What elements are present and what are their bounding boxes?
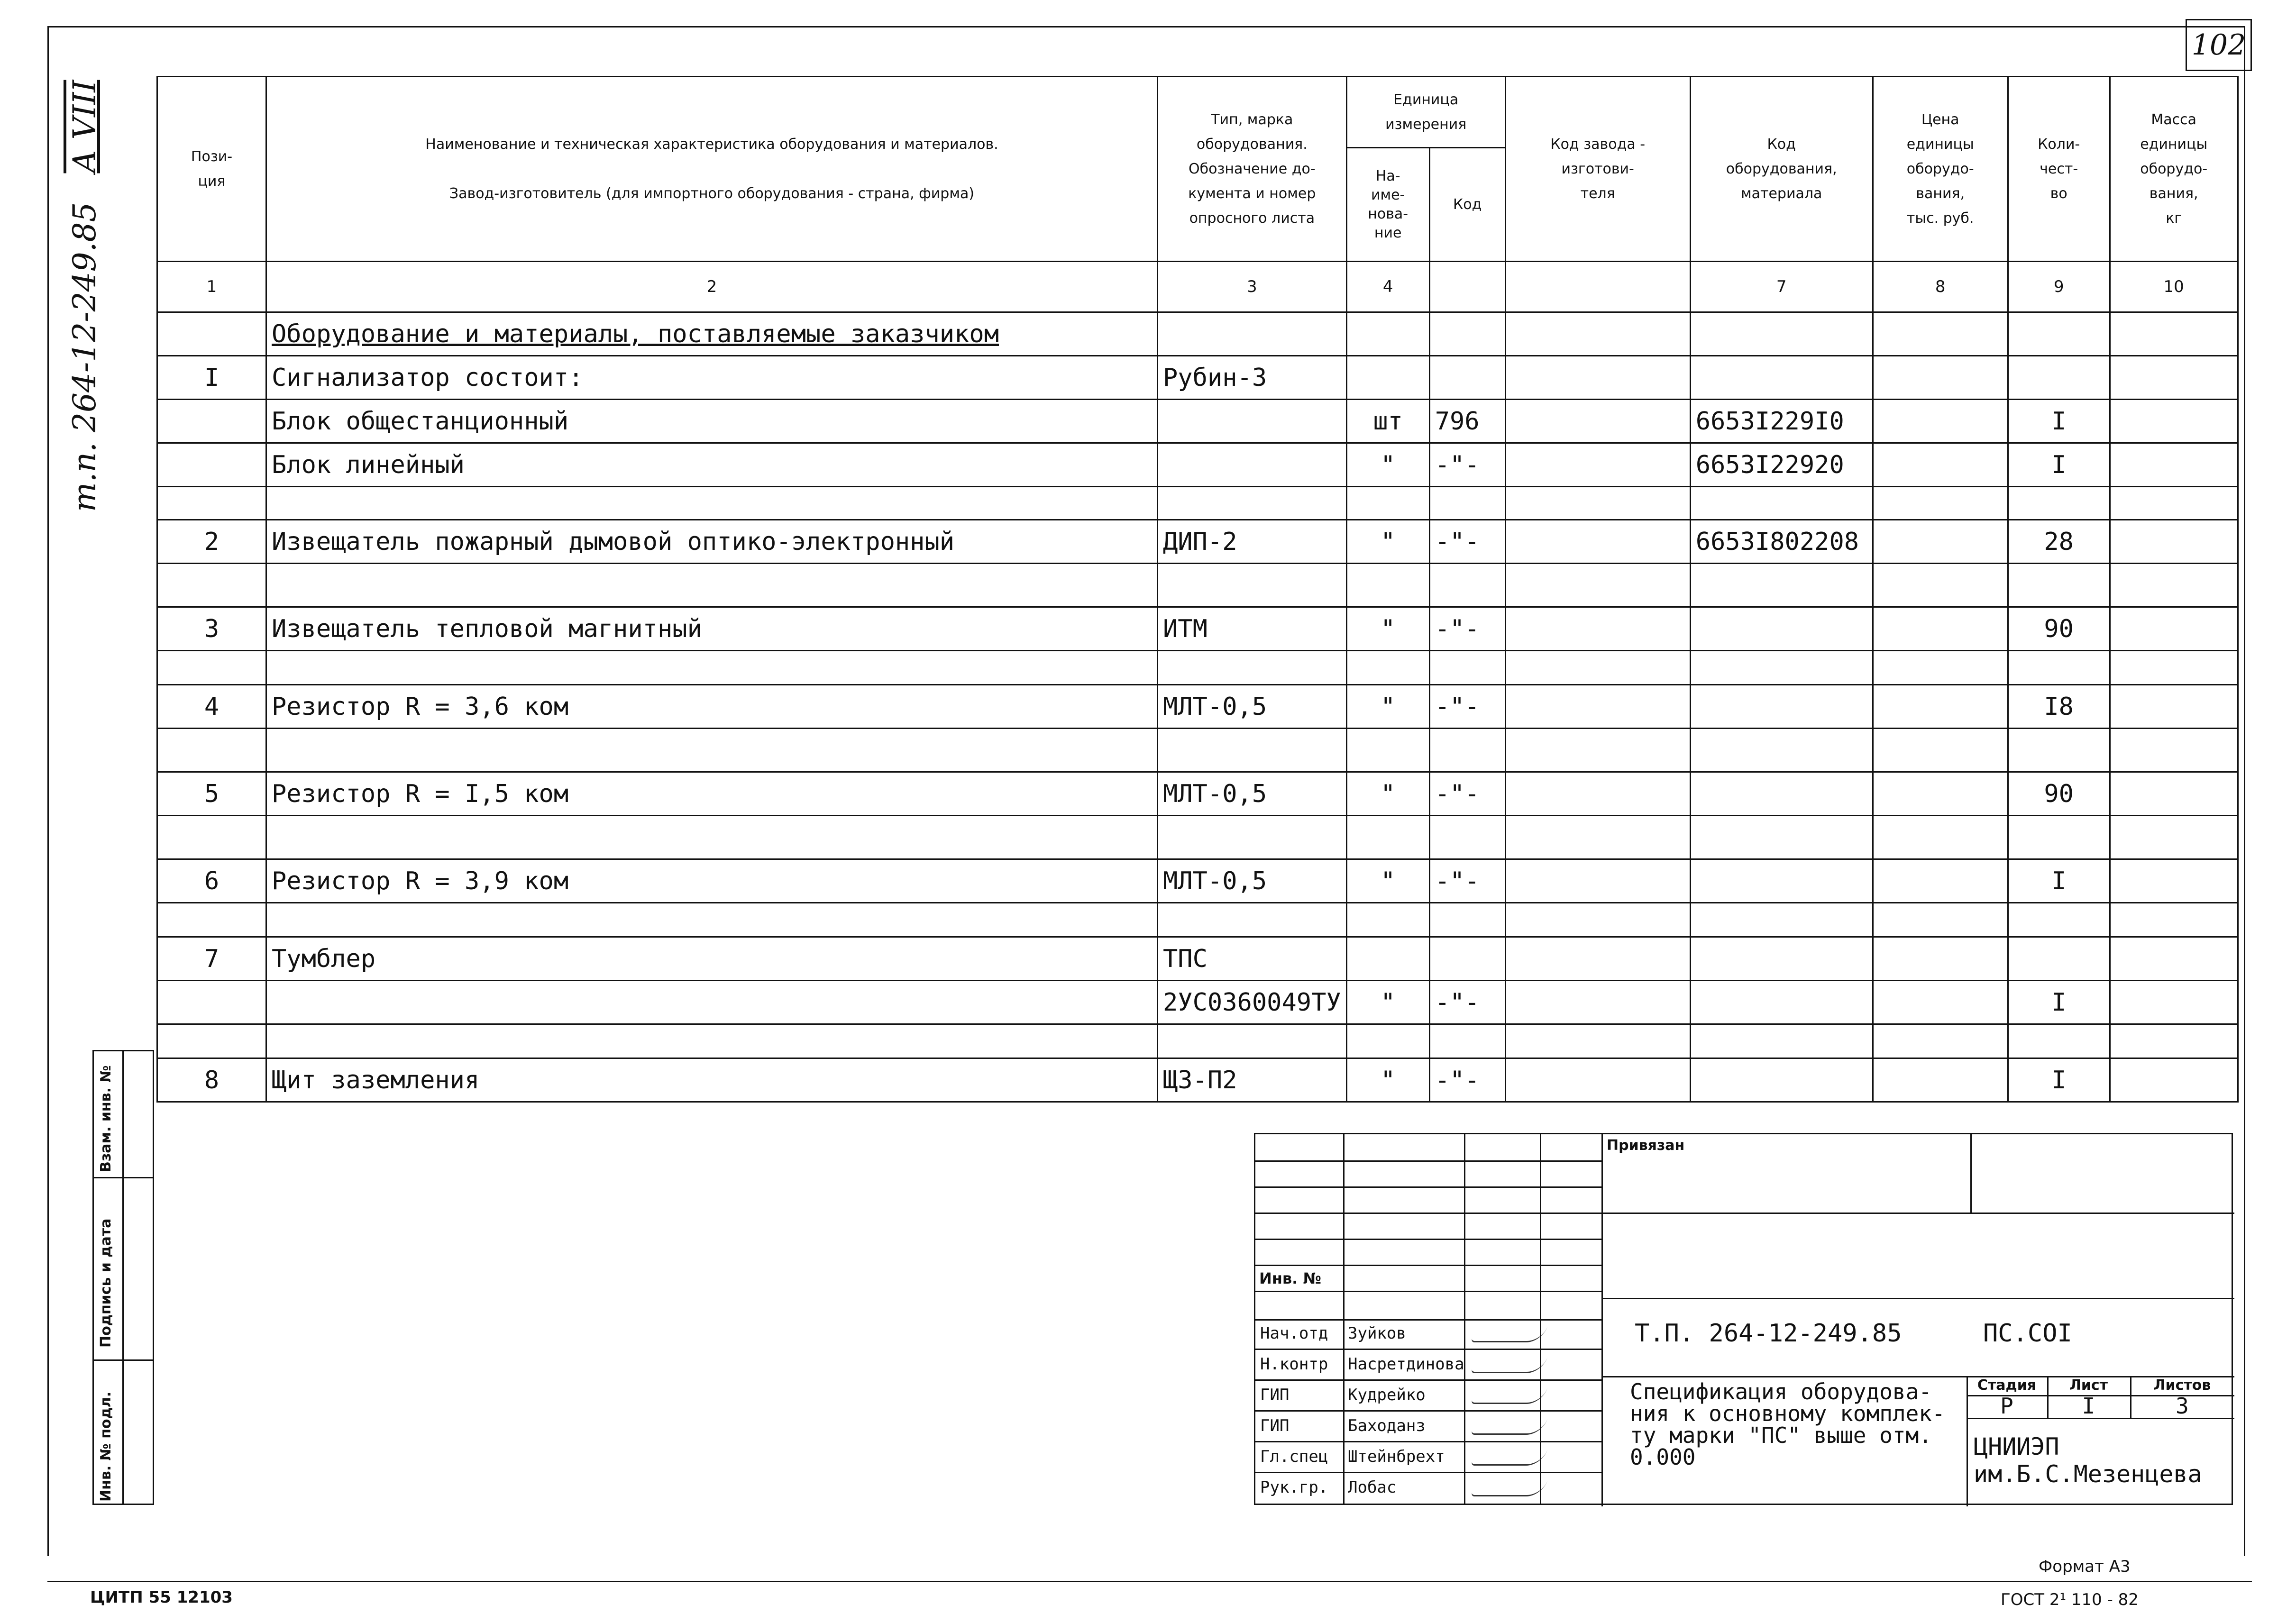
cell-mass [2110,607,2238,651]
cell-qty: I [2008,443,2110,487]
cell-name: Щит заземления [266,1058,1158,1102]
col-header-price: Цена единицы оборудо- вания, тыс. руб. [1873,77,2008,262]
page-number: 102 [2191,28,2246,62]
cell-pos: 2 [157,520,266,564]
signatories [1255,1319,1601,1506]
col-header-mass: Масса единицы оборудо- вания, кг [2110,77,2238,262]
cell-code [1690,651,1873,685]
cell-code [1690,816,1873,859]
table-row [157,400,2238,443]
revision-grid [1255,1134,1601,1319]
cell-mass [2110,981,2238,1024]
table-row [157,903,2238,937]
signature-mark [1471,1481,1547,1496]
project-ref-spine [66,80,103,512]
table-row [157,356,2238,400]
cell-type [1158,1024,1347,1058]
column-number [1429,262,1505,312]
vzam-label: Взам. инв. № [98,1065,114,1172]
column-number: 2 [266,262,1158,312]
cell-pos [157,564,266,607]
table-row [157,1024,2238,1058]
cell-name: Оборудование и материалы, поставляемые заказчиком [266,312,1158,356]
cell-name [266,651,1158,685]
cell-unit: " [1346,1058,1429,1102]
cell-ucode: -"- [1429,1058,1505,1102]
cell-type [1158,443,1347,487]
signatory-role: ГИП [1260,1416,1290,1435]
cell-unit [1346,356,1429,400]
cell-type: ИТМ [1158,607,1347,651]
cell-pos [157,487,266,520]
cell-code [1690,903,1873,937]
cell-code [1690,312,1873,356]
cell-type: ТПС [1158,937,1347,981]
cell-unit: " [1346,685,1429,729]
cell-price [1873,312,2008,356]
table-row [157,607,2238,651]
designation: Т.П. 264-12-249.85 [1635,1319,1902,1348]
cell-ucode [1429,651,1505,685]
cell-price [1873,520,2008,564]
cell-code [1690,685,1873,729]
cell-unit: " [1346,772,1429,816]
cell-pos [157,729,266,772]
cell-factory [1505,1024,1690,1058]
cell-mass [2110,903,2238,937]
cell-mass [2110,487,2238,520]
cell-factory [1505,400,1690,443]
cell-code [1690,981,1873,1024]
cell-price [1873,400,2008,443]
cell-unit [1346,312,1429,356]
inv-no-label: Инв. № [1259,1269,1321,1287]
cell-type [1158,312,1347,356]
cell-type [1158,903,1347,937]
cell-code: 6653I229I0 [1690,400,1873,443]
column-number: 1 [157,262,266,312]
signatory-name: Штейнбрехт [1348,1447,1445,1466]
cell-type [1158,564,1347,607]
sheets-value: 3 [2176,1393,2189,1419]
cell-pos [157,1024,266,1058]
sheet-label: Лист [2069,1377,2108,1394]
signatory-row [1255,1412,1601,1442]
print-code: ЦИТП 55 12103 [90,1588,233,1607]
cell-type: МЛТ-0,5 [1158,859,1347,903]
table-row [157,520,2238,564]
cell-qty [2008,1024,2110,1058]
stage-label: Стадия [1977,1377,2037,1394]
cell-factory [1505,607,1690,651]
cell-price [1873,903,2008,937]
cell-qty: I [2008,859,2110,903]
cell-ucode [1429,903,1505,937]
cell-price [1873,443,2008,487]
cell-unit [1346,729,1429,772]
cell-qty: I8 [2008,685,2110,729]
cell-mass [2110,729,2238,772]
cell-ucode: -"- [1429,772,1505,816]
cell-mass [2110,685,2238,729]
cell-ucode [1429,312,1505,356]
cell-factory [1505,564,1690,607]
organization: ЦНИИЭП им.Б.С.Мезенцева [1974,1433,2202,1488]
cell-name [266,564,1158,607]
column-number: 3 [1158,262,1347,312]
cell-code [1690,1058,1873,1102]
cell-ucode [1429,729,1505,772]
cell-factory [1505,312,1690,356]
cell-name: Извещатель тепловой магнитный [266,607,1158,651]
signatory-role: ГИП [1260,1386,1290,1404]
cell-qty [2008,729,2110,772]
cell-code: 6653I802208 [1690,520,1873,564]
cell-ucode: 796 [1429,400,1505,443]
bottom-frame-line [47,1581,2252,1582]
col-header-type: Тип, марка оборудования. Обозначение до- кумента и номер опросного листа [1158,77,1347,262]
table-row [157,816,2238,859]
album-ref: А VIII [66,80,103,173]
cell-factory [1505,903,1690,937]
column-number: 7 [1690,262,1873,312]
cell-name: Резистор R = I,5 ком [266,772,1158,816]
cell-unit: " [1346,520,1429,564]
signatory-row [1255,1381,1601,1412]
cell-qty [2008,564,2110,607]
cell-code [1690,729,1873,772]
cell-qty [2008,312,2110,356]
cell-factory [1505,356,1690,400]
cell-qty: I [2008,1058,2110,1102]
cell-code [1690,487,1873,520]
table-row [157,651,2238,685]
signatory-name: Кудрейко [1348,1386,1426,1404]
cell-price [1873,487,2008,520]
cell-price [1873,651,2008,685]
cell-code: 6653I22920 [1690,443,1873,487]
cell-price [1873,816,2008,859]
cell-factory [1505,772,1690,816]
signatory-role: Рук.гр. [1260,1478,1328,1497]
cell-code [1690,859,1873,903]
cell-mass [2110,564,2238,607]
cell-mass [2110,1024,2238,1058]
cell-factory [1505,859,1690,903]
title-block [1254,1133,2233,1505]
cell-pos [157,443,266,487]
column-number: 8 [1873,262,2008,312]
cell-type: ДИП-2 [1158,520,1347,564]
col-header-unit-name: На- име- нова- ние [1346,148,1429,262]
cell-factory [1505,1058,1690,1102]
format-label: Формат А3 [2039,1557,2131,1576]
signatory-name: Лобас [1348,1478,1397,1497]
signatory-row [1255,1442,1601,1473]
cell-mass [2110,859,2238,903]
spec-table [156,76,2239,1103]
column-number: 10 [2110,262,2238,312]
cell-factory [1505,487,1690,520]
cell-ucode: -"- [1429,520,1505,564]
cell-ucode: -"- [1429,607,1505,651]
table-row [157,312,2238,356]
cell-price [1873,937,2008,981]
signatory-row [1255,1350,1601,1381]
cell-name: Блок линейный [266,443,1158,487]
signature-mark [1471,1358,1547,1373]
cell-price [1873,981,2008,1024]
cell-factory [1505,685,1690,729]
spec-title: Спецификация оборудова- ния к основному комплек- ту марки "ПС" выше отм. 0.000 [1630,1379,1945,1470]
cell-name: Блок общестанционный [266,400,1158,443]
cell-pos [157,981,266,1024]
signatory-row [1255,1473,1601,1504]
cell-factory [1505,520,1690,564]
cell-price [1873,356,2008,400]
signatory-row [1255,1319,1601,1350]
cell-qty [2008,937,2110,981]
cell-mass [2110,356,2238,400]
cell-type: ЩЗ-П2 [1158,1058,1347,1102]
cell-price [1873,1024,2008,1058]
cell-code [1690,607,1873,651]
cell-code [1690,356,1873,400]
cell-pos: 7 [157,937,266,981]
cell-mass [2110,816,2238,859]
cell-ucode [1429,564,1505,607]
cell-ucode [1429,937,1505,981]
cell-name: Резистор R = 3,9 ком [266,859,1158,903]
cell-mass [2110,651,2238,685]
cell-unit: " [1346,859,1429,903]
sheets-label: Листов [2153,1377,2211,1394]
table-row [157,487,2238,520]
cell-mass [2110,312,2238,356]
column-number: 4 [1346,262,1429,312]
col-header-factory-code: Код завода - изготови- теля [1505,77,1690,262]
col-header-name: Наименование и техническая характеристика оборудования и материалов. Завод-изготовитель (для импортного оборудования - страна, фирма) [266,77,1158,262]
cell-type: МЛТ-0,5 [1158,685,1347,729]
column-number: 9 [2008,262,2110,312]
cell-unit [1346,816,1429,859]
cell-name [266,487,1158,520]
table-row [157,729,2238,772]
cell-code [1690,1024,1873,1058]
table-row [157,685,2238,729]
signature-mark [1471,1419,1547,1435]
privyazan-label: Привязан [1607,1137,1685,1154]
cell-name: Резистор R = 3,6 ком [266,685,1158,729]
cell-type [1158,729,1347,772]
cell-unit [1346,651,1429,685]
cell-mass [2110,772,2238,816]
cell-code [1690,564,1873,607]
cell-qty: I [2008,981,2110,1024]
sign-date-label: Подпись и дата [98,1218,114,1348]
table-row [157,859,2238,903]
cell-factory [1505,651,1690,685]
cell-qty: 90 [2008,607,2110,651]
cell-type: Рубин-3 [1158,356,1347,400]
table-row [157,772,2238,816]
cell-ucode [1429,356,1505,400]
cell-qty [2008,816,2110,859]
cell-price [1873,729,2008,772]
doc-code: ПС.СОI [1983,1319,2072,1348]
gost-label: ГОСТ 2¹ 110 - 82 [2001,1590,2139,1609]
signatory-name: Зуйков [1348,1324,1406,1343]
cell-mass [2110,520,2238,564]
side-stamp [92,1050,154,1505]
signatory-role: Н.контр [1260,1355,1328,1374]
cell-qty [2008,487,2110,520]
cell-name [266,816,1158,859]
table-row [157,443,2238,487]
cell-mass [2110,1058,2238,1102]
cell-qty [2008,651,2110,685]
signatory-role: Гл.спец [1260,1447,1328,1466]
cell-price [1873,1058,2008,1102]
cell-price [1873,564,2008,607]
cell-unit [1346,564,1429,607]
cell-unit [1346,903,1429,937]
cell-factory [1505,729,1690,772]
cell-unit [1346,487,1429,520]
cell-mass [2110,937,2238,981]
cell-factory [1505,937,1690,981]
col-header-quantity: Коли- чест- во [2008,77,2110,262]
col-header-unit: Единица измерения [1346,77,1505,148]
cell-pos [157,903,266,937]
col-header-unit-code: Код [1429,148,1505,262]
signatory-name: Баходанз [1348,1416,1426,1435]
cell-factory [1505,443,1690,487]
cell-type [1158,400,1347,443]
signature-mark [1471,1327,1547,1342]
cell-factory [1505,816,1690,859]
cell-pos [157,816,266,859]
cell-price [1873,685,2008,729]
cell-name: Тумблер [266,937,1158,981]
signatory-role: Нач.отд [1260,1324,1328,1343]
cell-mass [2110,443,2238,487]
cell-qty: 28 [2008,520,2110,564]
cell-factory [1505,981,1690,1024]
cell-name [266,981,1158,1024]
cell-price [1873,607,2008,651]
col-header-position: Пози- ция [157,77,266,262]
cell-qty [2008,903,2110,937]
cell-unit [1346,937,1429,981]
cell-unit: " [1346,607,1429,651]
signature-mark [1471,1450,1547,1466]
cell-qty: I [2008,400,2110,443]
cell-name [266,903,1158,937]
cell-code [1690,937,1873,981]
cell-type [1158,816,1347,859]
cell-unit: " [1346,443,1429,487]
page-number-box [2186,19,2252,71]
signature-mark [1471,1388,1547,1404]
cell-ucode: -"- [1429,685,1505,729]
table-row [157,564,2238,607]
cell-name [266,1024,1158,1058]
signatory-name: Насретдинова [1348,1355,1464,1374]
cell-type [1158,487,1347,520]
cell-ucode: -"- [1429,859,1505,903]
cell-pos: 6 [157,859,266,903]
project-ref: т.п. 264-12-249.85 [66,202,103,512]
cell-unit: шт [1346,400,1429,443]
cell-unit [1346,1024,1429,1058]
cell-pos: I [157,356,266,400]
cell-ucode: -"- [1429,981,1505,1024]
cell-ucode [1429,1024,1505,1058]
cell-price [1873,859,2008,903]
column-number [1505,262,1690,312]
cell-code [1690,772,1873,816]
cell-pos: 4 [157,685,266,729]
cell-type: МЛТ-0,5 [1158,772,1347,816]
table-row [157,1058,2238,1102]
cell-name: Сигнализатор состоит: [266,356,1158,400]
cell-ucode: -"- [1429,443,1505,487]
cell-qty [2008,356,2110,400]
cell-name: Извещатель пожарный дымовой оптико-электронный [266,520,1158,564]
cell-ucode [1429,487,1505,520]
inv-podl-label: Инв. № подл. [98,1391,114,1502]
cell-pos: 5 [157,772,266,816]
cell-qty: 90 [2008,772,2110,816]
cell-unit: " [1346,981,1429,1024]
cell-name [266,729,1158,772]
cell-pos: 8 [157,1058,266,1102]
table-row [157,937,2238,981]
cell-pos [157,651,266,685]
cell-ucode [1429,816,1505,859]
stage-value: Р [2000,1393,2013,1419]
table-row [157,981,2238,1024]
col-header-equipment-code: Код оборудования, материала [1690,77,1873,262]
sheet-value: I [2082,1393,2095,1419]
cell-pos [157,312,266,356]
cell-mass [2110,400,2238,443]
cell-type: 2УС0360049ТУ [1158,981,1347,1024]
cell-pos [157,400,266,443]
cell-type [1158,651,1347,685]
cell-price [1873,772,2008,816]
cell-pos: 3 [157,607,266,651]
